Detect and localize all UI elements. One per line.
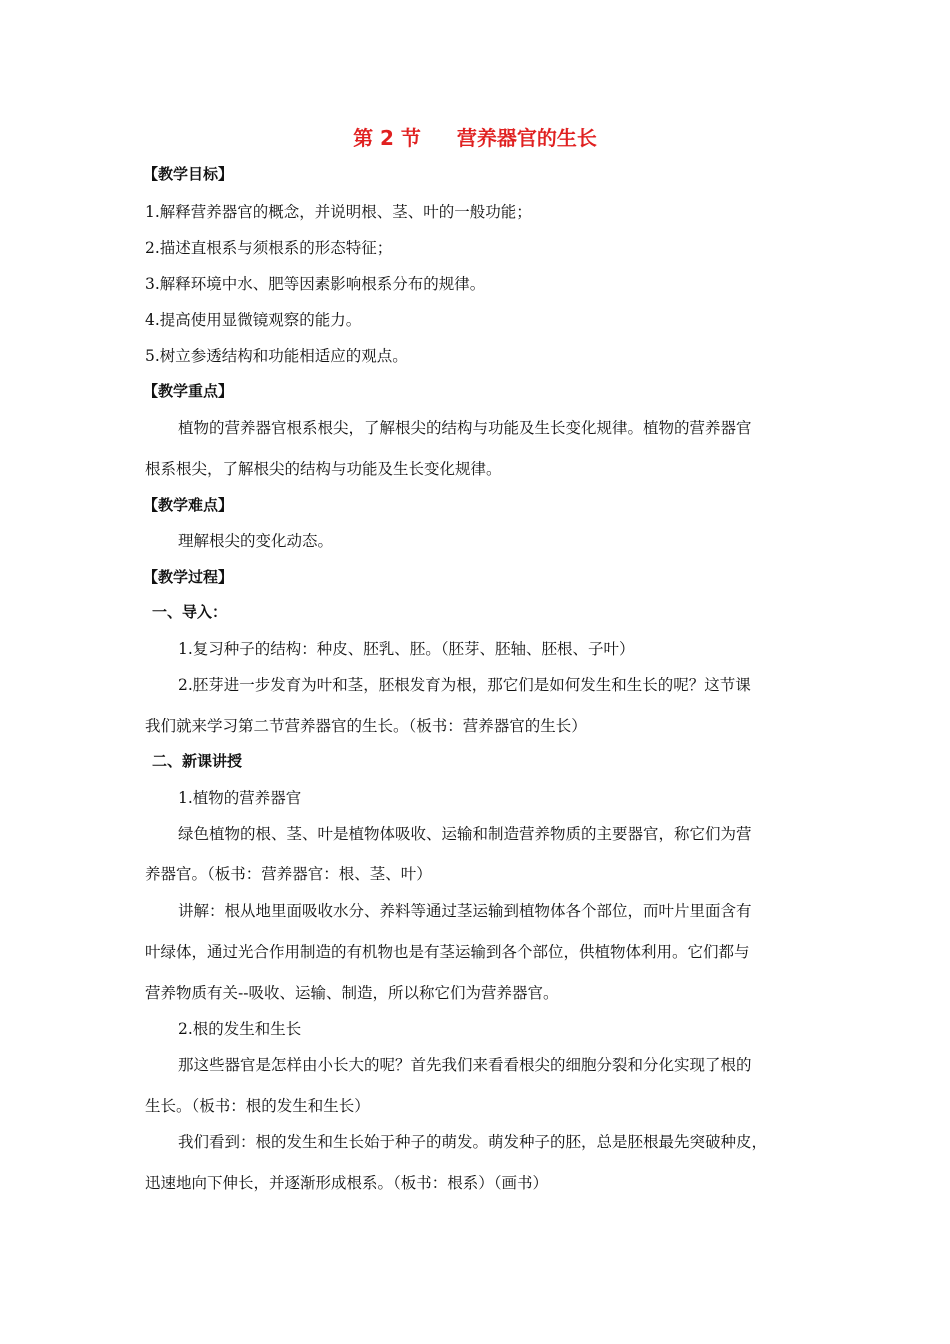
lesson-line: 叶绿体，通过光合作用制造的有机物也是有茎运输到各个部位，供植物体利用。它们都与: [145, 943, 750, 961]
key-points-heading: 【教学重点】: [143, 382, 234, 400]
lesson-line: 那这些器官是怎样由小长大的呢？首先我们来看看根尖的细胞分裂和分化实现了根的: [178, 1056, 752, 1074]
page-title: [0, 122, 950, 151]
process-heading: 【教学过程】: [143, 568, 234, 586]
intro-line: 1.复习种子的结构：种皮、胚乳、胚。（胚芽、胚轴、胚根、子叶）: [178, 640, 635, 658]
key-points-paragraph: 植物的营养器官根系根尖，了解根尖的结构与功能及生长变化规律。植物的营养器官: [178, 419, 752, 437]
section-heading-intro: 一、导入：: [152, 603, 228, 621]
lesson-line: 生长。（板书：根的发生和生长）: [145, 1097, 370, 1115]
title-section-number: 第 2 节: [353, 126, 421, 150]
objective-item: 3.解释环境中水、肥等因素影响根系分布的规律。: [145, 275, 486, 293]
objective-item: 5.树立参透结构和功能相适应的观点。: [145, 347, 408, 365]
lesson-line: 讲解：根从地里面吸收水分、养料等通过茎运输到植物体各个部位，而叶片里面含有: [178, 902, 752, 920]
lesson-line: 我们看到：根的发生和生长始于种子的萌发。萌发种子的胚，总是胚根最先突破种皮，: [178, 1133, 768, 1151]
lesson-line: 2.根的发生和生长: [178, 1020, 302, 1038]
objective-item: 2.描述直根系与须根系的形态特征；: [145, 239, 393, 257]
objectives-heading: 【教学目标】: [143, 165, 234, 183]
title-text: 营养器官的生长: [456, 126, 597, 150]
section-heading-new-lesson: 二、新课讲授: [152, 752, 243, 770]
lesson-line: 养器官。（板书：营养器官：根、茎、叶）: [145, 865, 432, 883]
lesson-line: 1.植物的营养器官: [178, 789, 302, 807]
key-points-paragraph: 根系根尖，了解根尖的结构与功能及生长变化规律。: [145, 460, 502, 478]
lesson-line: 营养物质有关--吸收、运输、制造，所以称它们为营养器官。: [145, 984, 559, 1002]
intro-line: 我们就来学习第二节营养器官的生长。（板书：营养器官的生长）: [145, 717, 587, 735]
difficulties-heading: 【教学难点】: [143, 496, 234, 514]
difficulties-paragraph: 理解根尖的变化动态。: [178, 532, 334, 550]
lesson-line: 迅速地向下伸长，并逐渐形成根系。（板书：根系）（画书）: [145, 1174, 549, 1192]
lesson-line: 绿色植物的根、茎、叶是植物体吸收、运输和制造营养物质的主要器官，称它们为营: [178, 825, 752, 843]
objective-item: 1.解释营养器官的概念，并说明根、茎、叶的一般功能；: [145, 203, 532, 221]
objective-item: 4.提高使用显微镜观察的能力。: [145, 311, 362, 329]
intro-line: 2.胚芽进一步发育为叶和茎，胚根发育为根，那它们是如何发生和生长的呢？这节课: [178, 676, 751, 694]
